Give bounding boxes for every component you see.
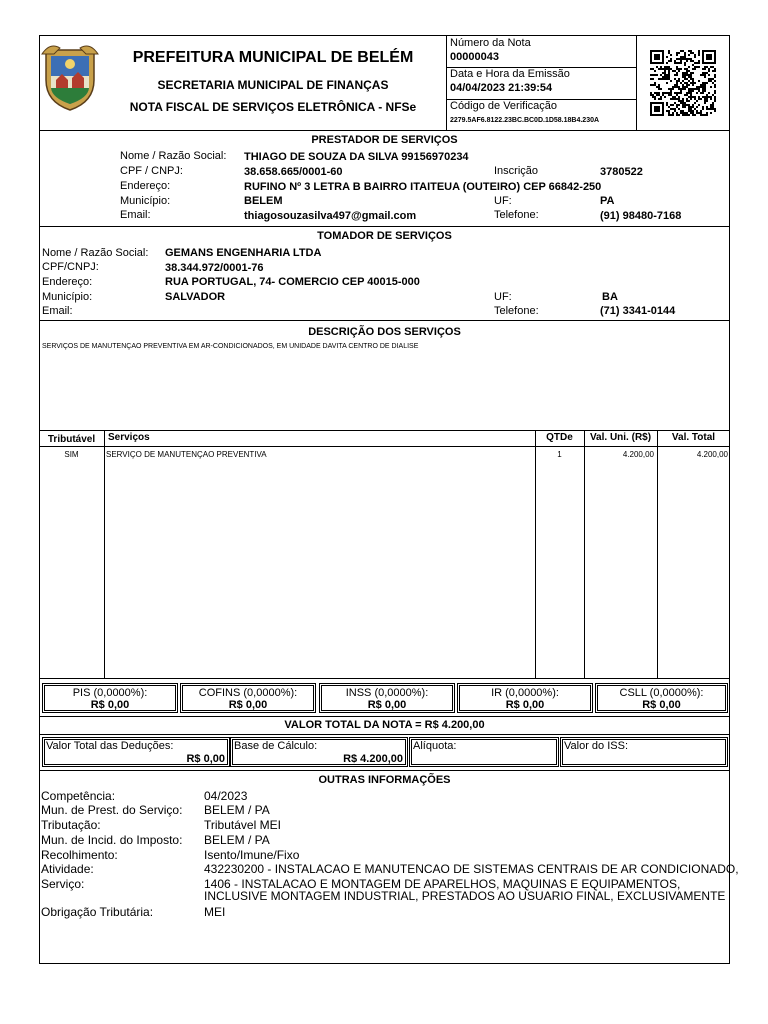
mun-incid-label: Mun. de Incid. do Imposto:	[41, 833, 183, 847]
prestador-endereco-value: RUFINO Nº 3 LETRA B BAIRRO ITAITEUA (OUTEIRO) CEP 66842-250	[244, 181, 602, 193]
descricao-section-title: DESCRIÇÃO DOS SERVIÇOS	[308, 326, 461, 338]
tomador-cpf-label: CPF/CNPJ:	[42, 261, 99, 273]
cofins-value: R$ 0,00	[228, 699, 268, 711]
numero-nota-label: Número da Nota	[450, 37, 531, 49]
tomador-nome-label: Nome / Razão Social:	[42, 247, 149, 259]
table-header-val-total: Val. Total	[671, 432, 716, 443]
ir-box	[457, 683, 593, 713]
tomador-telefone-label: Telefone:	[494, 305, 539, 317]
ir-label: IR (0,0000%):	[491, 687, 559, 699]
pis-label: PIS (0,0000%):	[72, 687, 148, 699]
tomador-uf-value: BA	[602, 291, 618, 303]
servico-value-line2: INCLUSIVE MONTAGEM INDUSTRIAL, PRESTADOS AO USUARIO FINAL, EXCLUSIVAMENTE	[204, 889, 726, 903]
atividade-label: Atividade:	[41, 862, 94, 876]
obrigacao-label: Obrigação Tributária:	[41, 905, 154, 919]
qr-code-icon[interactable]	[650, 50, 716, 116]
row-val-total: 4.200,00	[696, 450, 728, 459]
servico-label: Serviço:	[41, 877, 85, 891]
competencia-label: Competência:	[41, 789, 116, 803]
prestador-cpf-label: CPF / CNPJ:	[120, 165, 183, 177]
prestador-email-label: Email:	[120, 209, 151, 221]
descricao-text: SERVIÇOS DE MANUTENÇAO PREVENTIVA EM AR-CONDICIONADOS, EM UNIDADE DAVITA CENTRO DE DIALISE	[42, 343, 419, 350]
table-header-tributavel: Tributável	[47, 434, 96, 445]
table-header-qtde: QTDe	[546, 432, 573, 443]
page-title: PREFEITURA MUNICIPAL DE BELÉM	[132, 49, 414, 66]
page-subtitle: SECRETARIA MUNICIPAL DE FINANÇAS	[157, 78, 389, 92]
tributacao-label: Tributação:	[41, 818, 101, 832]
mun-prest-value: BELEM / PA	[204, 803, 270, 817]
deducoes-box	[42, 737, 230, 767]
prestador-telefone-value: (91) 98480-7168	[600, 210, 682, 222]
pis-box	[42, 683, 178, 713]
prestador-inscricao-label: Inscrição	[494, 165, 539, 177]
deducoes-value: R$ 0,00	[186, 753, 225, 765]
tributacao-value: Tributável MEI	[204, 818, 281, 832]
tomador-nome-value: GEMANS ENGENHARIA LTDA	[165, 247, 322, 259]
table-header-val-uni: Val. Uni. (R$)	[589, 432, 652, 443]
inss-label: INSS (0,0000%):	[345, 687, 429, 699]
tomador-endereco-label: Endereço:	[42, 276, 93, 288]
document-type: NOTA FISCAL DE SERVIÇOS ELETRÔNICA - NFSe	[129, 100, 417, 114]
prestador-section-title: PRESTADOR DE SERVIÇOS	[311, 134, 458, 146]
prestador-uf-label: UF:	[494, 195, 512, 207]
atividade-value: 432230200 - INSTALACAO E MANUTENCAO DE SISTEMAS CENTRAIS DE AR CONDICIONADO,	[204, 862, 739, 876]
competencia-value: 04/2023	[204, 789, 248, 803]
csll-label: CSLL (0,0000%):	[619, 687, 704, 699]
tomador-municipio-value: SALVADOR	[165, 291, 226, 303]
codigo-verificacao-label: Código de Verificação	[450, 100, 558, 112]
tomador-section-title: TOMADOR DE SERVIÇOS	[317, 230, 452, 242]
mun-incid-value: BELEM / PA	[204, 833, 270, 847]
base-calculo-box	[230, 737, 408, 767]
csll-box	[595, 683, 728, 713]
prestador-uf-value: PA	[600, 195, 615, 207]
deducoes-label: Valor Total das Deduções:	[46, 740, 174, 752]
valor-iss-box	[560, 737, 728, 767]
prestador-email-value: thiagosouzasilva497@gmail.com	[244, 210, 417, 222]
servico-value: 1406 - INSTALACAO E MONTAGEM DE APARELHOS, MAQUINAS E EQUIPAMENTOS,	[204, 877, 681, 891]
data-emissao-label: Data e Hora da Emissão	[450, 68, 570, 80]
base-calculo-label: Base de Cálculo:	[234, 740, 318, 752]
pis-value: R$ 0,00	[90, 699, 130, 711]
outras-section-title: OUTRAS INFORMAÇÕES	[318, 774, 451, 786]
recolhimento-label: Recolhimento:	[41, 848, 118, 862]
tomador-cpf-value: 38.344.972/0001-76	[165, 262, 264, 274]
tomador-municipio-label: Município:	[42, 291, 93, 303]
prestador-cpf-value: 38.658.665/0001-60	[244, 166, 343, 178]
prestador-nome-label: Nome / Razão Social:	[120, 150, 227, 162]
valor-total-nota: VALOR TOTAL DA NOTA = R$ 4.200,00	[284, 719, 485, 731]
row-qtde: 1	[557, 450, 562, 459]
prestador-municipio-value: BELEM	[244, 195, 283, 207]
inss-box	[319, 683, 455, 713]
data-emissao-value: 04/04/2023 21:39:54	[450, 82, 553, 94]
inss-value: R$ 0,00	[367, 699, 407, 711]
tomador-uf-label: UF:	[494, 291, 512, 303]
base-calculo-value: R$ 4.200,00	[343, 753, 403, 765]
ir-value: R$ 0,00	[505, 699, 545, 711]
cofins-box	[180, 683, 316, 713]
prestador-nome-value: THIAGO DE SOUZA DA SILVA 99156970234	[244, 151, 469, 163]
city-coat-of-arms-icon	[40, 40, 100, 112]
row-tributavel: SIM	[64, 450, 79, 459]
prestador-telefone-label: Telefone:	[494, 209, 539, 221]
tomador-endereco-value: RUA PORTUGAL, 74- COMERCIO CEP 40015-000	[165, 276, 420, 288]
codigo-verificacao-value: 2279.5AF6.8122.23BC.BC0D.1D58.18B4.230A	[450, 117, 600, 124]
recolhimento-value: Isento/Imune/Fixo	[204, 848, 300, 862]
prestador-endereco-label: Endereço:	[120, 180, 171, 192]
valor-iss-label: Valor do ISS:	[564, 740, 628, 752]
prestador-inscricao-value: 3780522	[600, 166, 643, 178]
tomador-email-label: Email:	[42, 305, 73, 317]
row-val-uni: 4.200,00	[622, 450, 654, 459]
prestador-municipio-label: Município:	[120, 195, 171, 207]
mun-prest-label: Mun. de Prest. do Serviço:	[41, 803, 183, 817]
aliquota-box	[409, 737, 559, 767]
csll-value: R$ 0,00	[642, 699, 681, 711]
aliquota-label: Alíquota:	[413, 740, 457, 752]
numero-nota-value: 00000043	[450, 51, 499, 63]
row-servico: SERVIÇO DE MANUTENÇAO PREVENTIVA	[106, 450, 267, 459]
cofins-label: COFINS (0,0000%):	[198, 687, 298, 699]
tomador-telefone-value: (71) 3341-0144	[600, 305, 676, 317]
obrigacao-value: MEI	[204, 905, 226, 919]
table-header-servicos: Serviços	[108, 432, 150, 443]
